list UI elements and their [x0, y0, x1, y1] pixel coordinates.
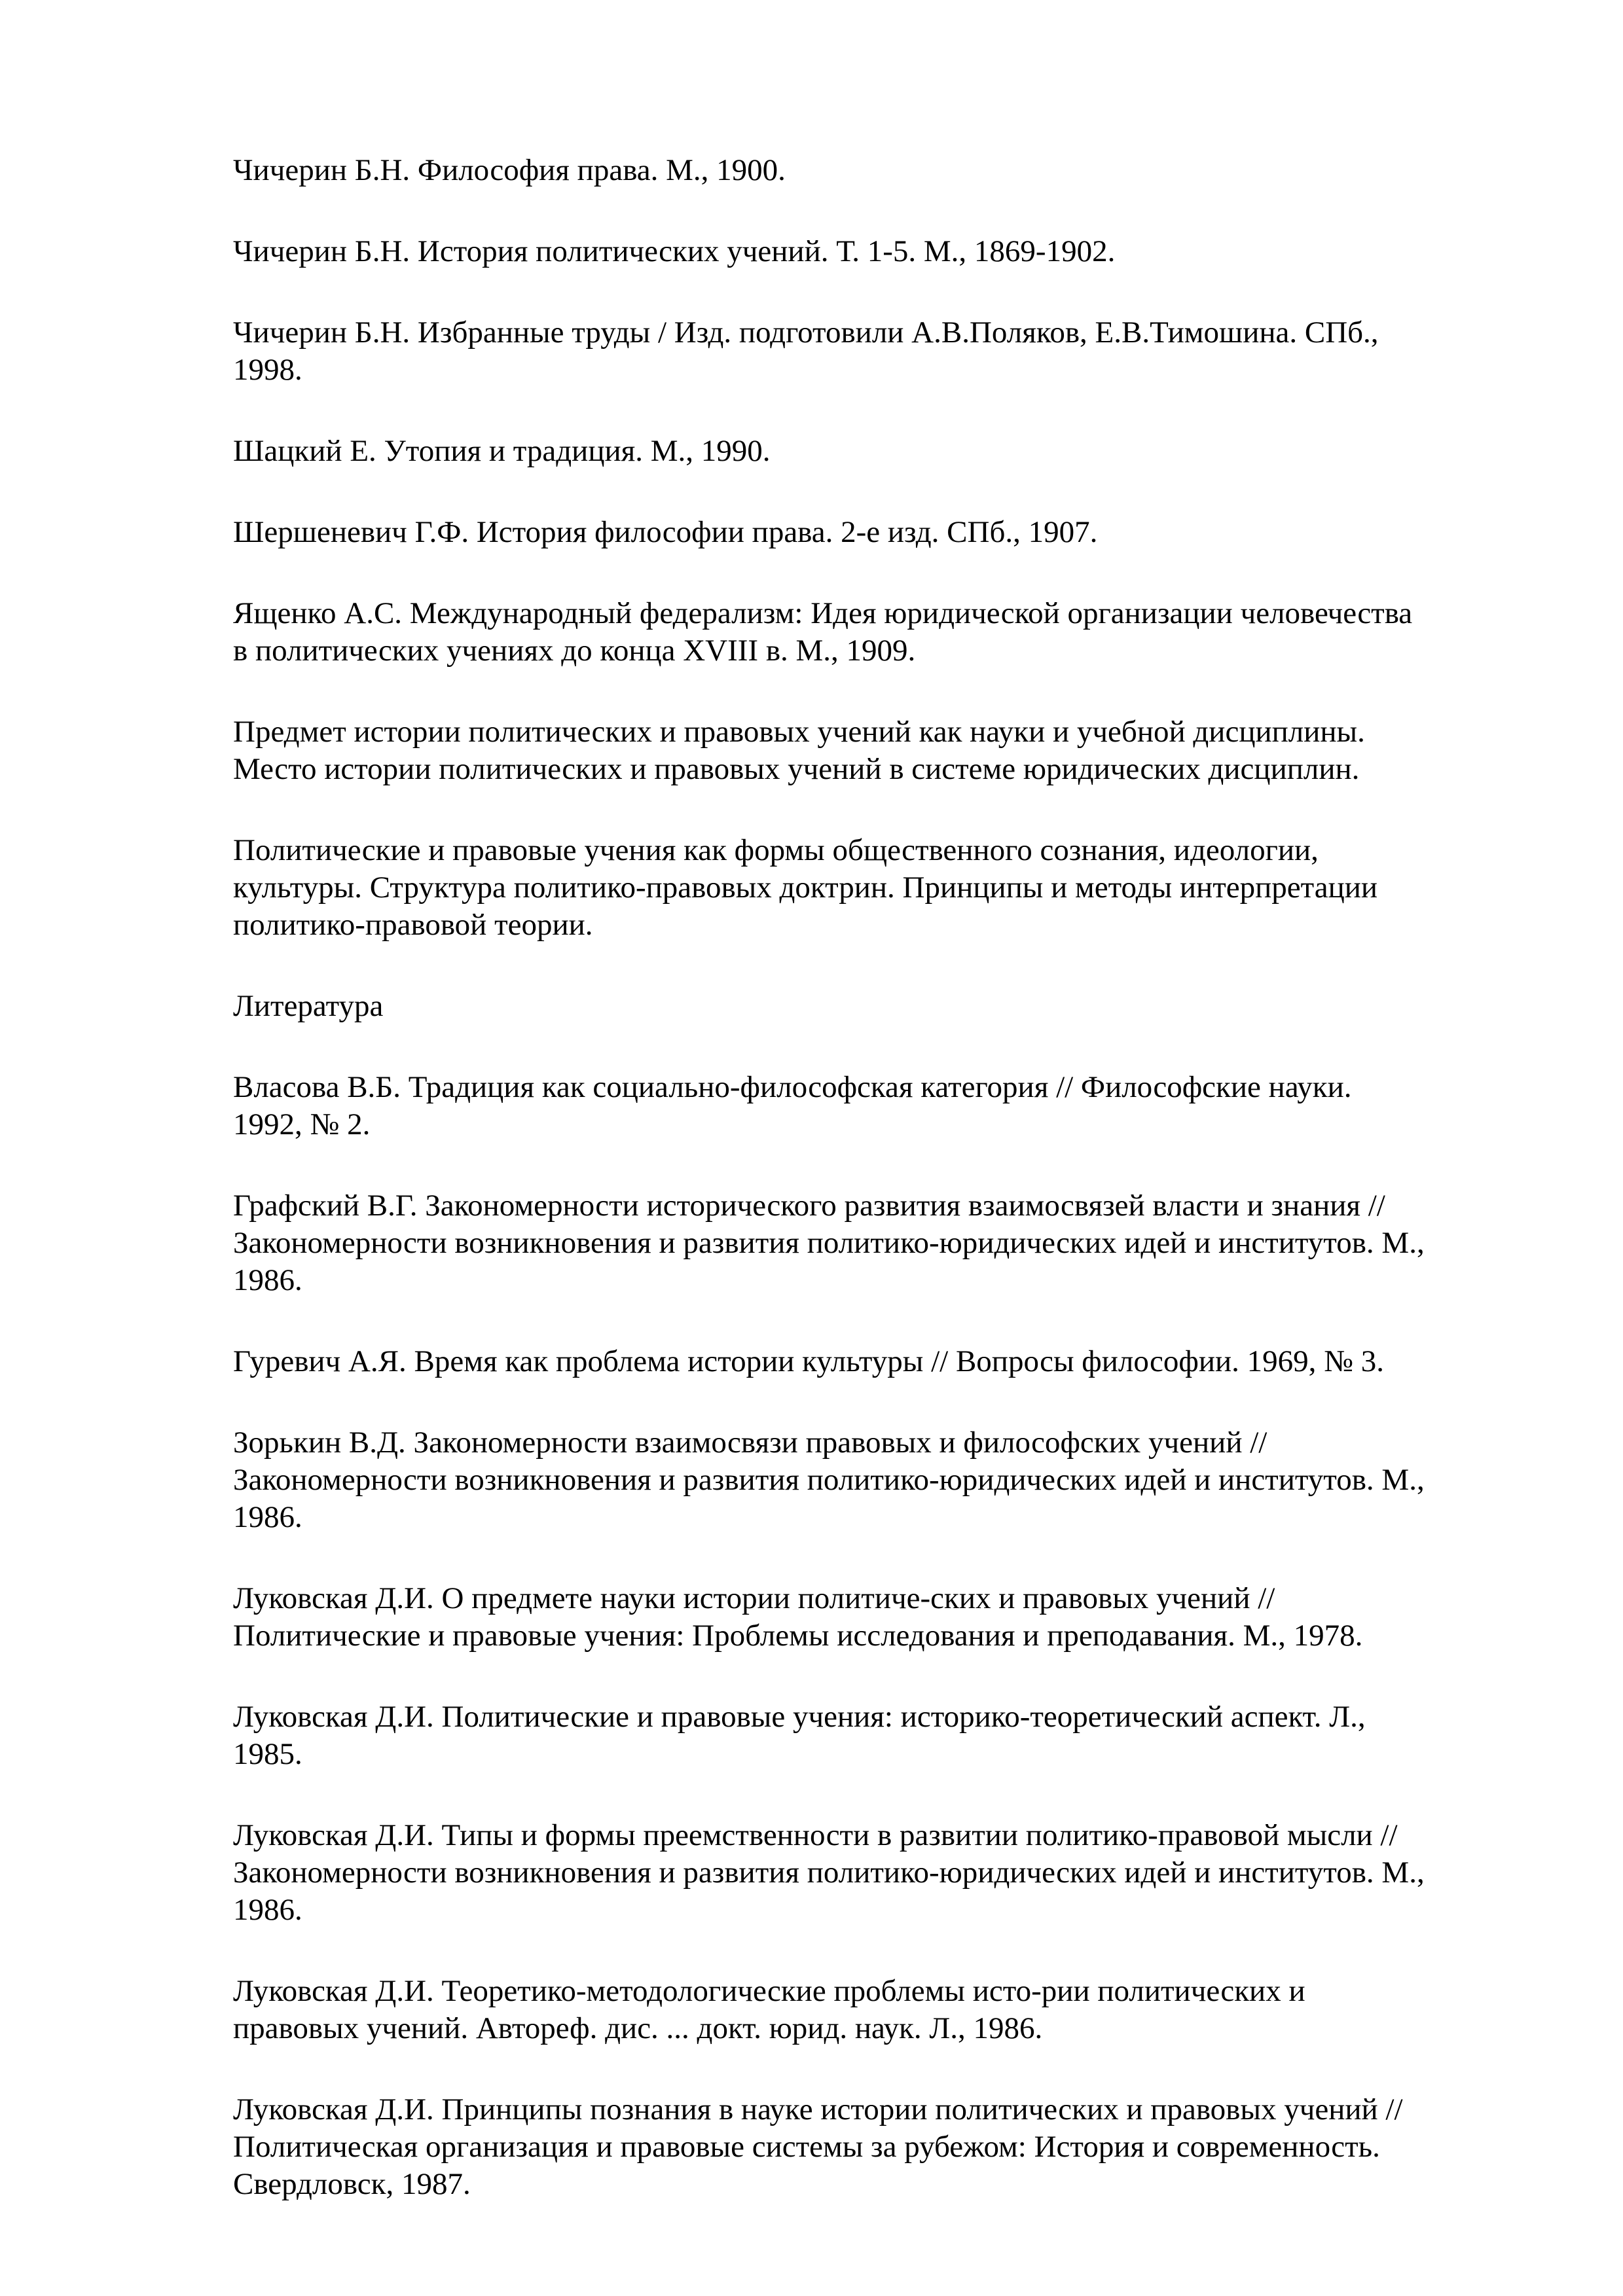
bibliography-entry-chicherin-philosophy: Чичерин Б.Н. Философия права. М., 1900.	[233, 153, 786, 187]
bibliography-entry-lukovskaya-principles: Луковская Д.И. Принципы познания в науке истории политических и правовых учений // Политическая организация и правовые системы за рубежом: История и современность. Свердловск, 1987.	[233, 2092, 1403, 2201]
bibliography-entry-shatsky: Шацкий Е. Утопия и традиция. М., 1990.	[233, 434, 771, 468]
bibliography-entry-lukovskaya-continuity: Луковская Д.И. Типы и формы преемственности в развитии политико-правовой мысли // Закономерности возникновения и развития политико-юридических идей и институтов. М., 1986.	[233, 1818, 1425, 1927]
document-page	[233, 152, 1536, 2247]
bibliography-entry-zorkin: Зорькин В.Д. Закономерности взаимосвязи правовых и философских учений // Закономерности возникновения и развития политико-юридических идей и институтов. М., 1986.	[233, 1426, 1425, 1534]
bibliography-entry-lukovskaya-methodology: Луковская Д.И. Теоретико-методологические проблемы исто-рии политических и правовых учений. Автореф. дис. ... докт. юрид. наук. Л., 1986.	[233, 1974, 1305, 2045]
bibliography-entry-gurevich: Гуревич А.Я. Время как проблема истории культуры // Вопросы философии. 1969, № 3.	[233, 1344, 1385, 1378]
bibliography-entry-lukovskaya-aspect: Луковская Д.И. Политические и правовые учения: историко-теоретический аспект. Л., 1985.	[233, 1700, 1366, 1771]
bibliography-entry-lukovskaya-subject: Луковская Д.И. О предмете науки истории политиче-ских и правовых учений // Политические и правовые учения: Проблемы исследования и преподавания. М., 1978.	[233, 1581, 1363, 1653]
bibliography-entry-chicherin-selected: Чичерин Б.Н. Избранные труды / Изд. подготовили А.В.Поляков, Е.В.Тимошина. СПб., 1998.	[233, 315, 1379, 387]
bibliography-entry-grafsky: Графский В.Г. Закономерности исторического развития взаимосвязей власти и знания // Закономерности возникновения и развития политико-юридических идей и институтов. М., 1986.	[233, 1189, 1425, 1297]
bibliography-entry-yashchenko: Ященко А.С. Международный федерализм: Идея юридической организации человечества в политических учениях до конца XVIII в. М., 1909.	[233, 596, 1413, 668]
topic-paragraph-doctrines: Политические и правовые учения как формы общественного сознания, идеологии, культуры. Структура политико-правовых доктрин. Принципы и методы интерпретации политико-правовой теории.	[233, 833, 1378, 942]
bibliography-entry-shershenevich: Шершеневич Г.Ф. История философии права. 2-е изд. СПб., 1907.	[233, 515, 1098, 549]
bibliography-entry-chicherin-history: Чичерин Б.Н. История политических учений. Т. 1-5. М., 1869-1902.	[233, 234, 1116, 268]
section-heading-literature: Литература	[233, 989, 384, 1023]
topic-paragraph-subject: Предмет истории политических и правовых учений как науки и учебной дисциплины. Место истории политических и правовых учений в системе юридических дисциплин.	[233, 715, 1365, 786]
bibliography-entry-vlasova: Власова В.Б. Традиция как социально-философская категория // Философские науки. 1992, № 2.	[233, 1070, 1352, 1141]
